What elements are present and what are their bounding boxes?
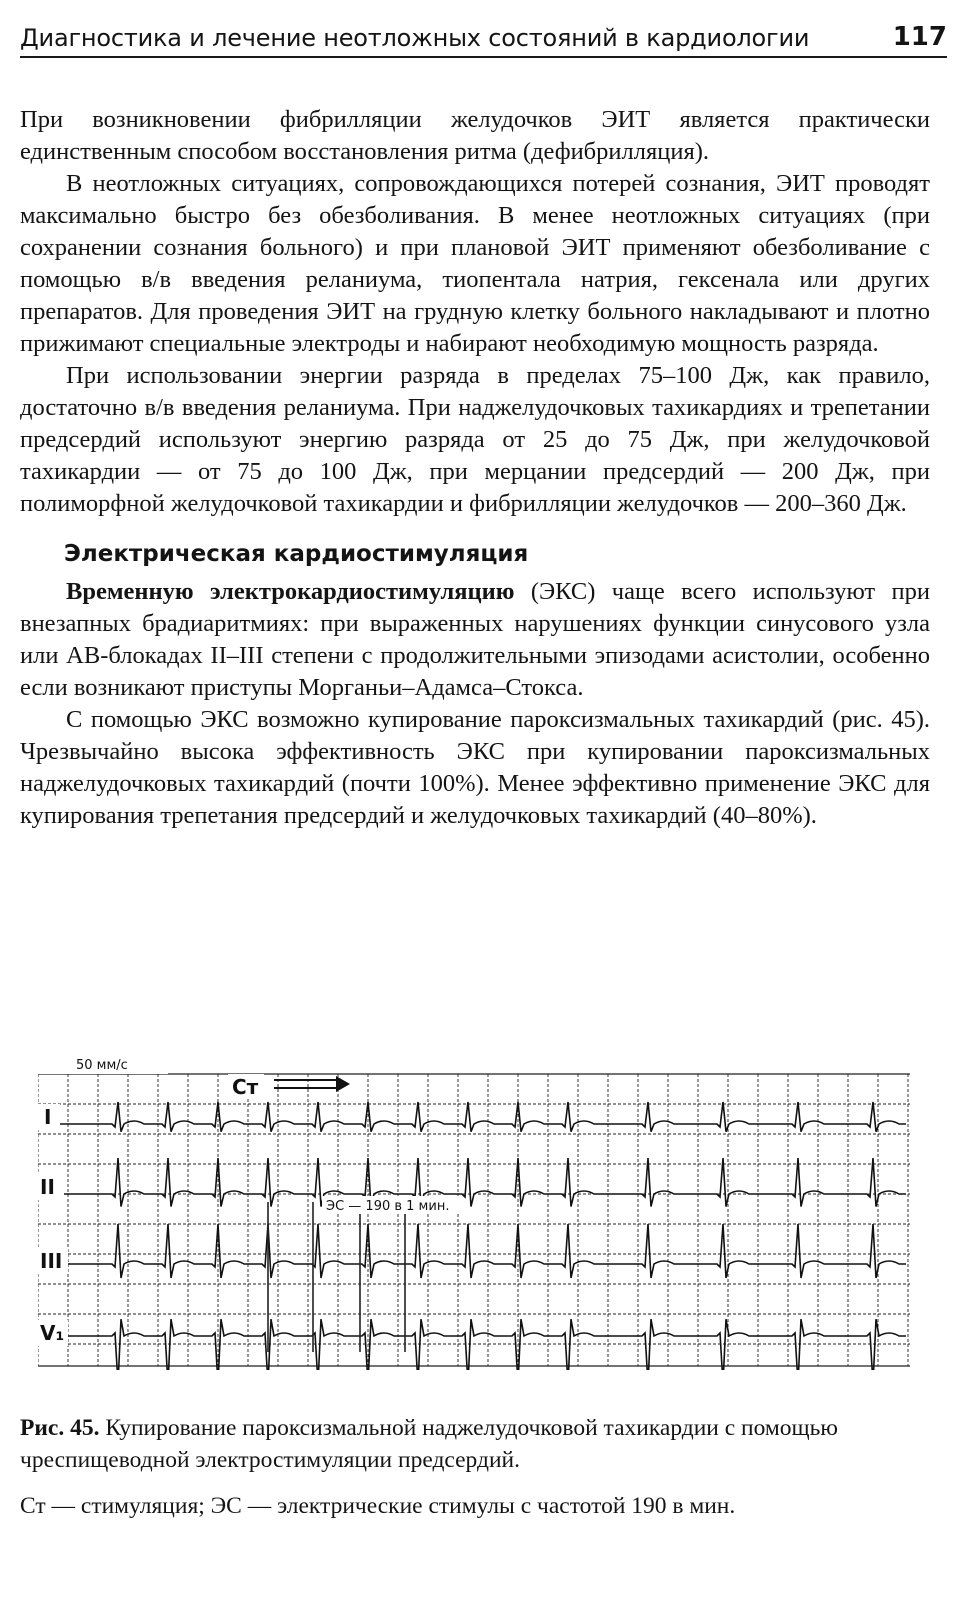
paragraph-5: С помощью ЭКС возможно купирование пароксизмальных тахикардий (рис. 45). Чрезвычайно высока эффективность ЭКС при купировании пароксизмальных наджелудочковых тахикардий (почти 100%). Менее эффективно применение ЭКС для купирования трепетания предсердий и желудочковых тахикардий (40–80%).	[20, 706, 930, 829]
stim-arrow-head	[336, 1076, 350, 1092]
lead-label-II: II	[40, 1175, 55, 1199]
paragraph-4	[20, 576, 930, 704]
figure-legend: Ст — стимуляция; ЭС — электрические стимулы с частотой 190 в мин.	[20, 1493, 736, 1519]
paragraph-3: При использовании энергии разряда в пределах 75–100 Дж, как правило, достаточно в/в введения реланиума. При наджелудочковых тахикардиях и трепетании предсердий используют энергию разряда от 25 до 75 Дж, при желудочковой тахикардии — от 75 до 100 Дж, при мерцании предсердий — 200 Дж, при полиморфной желудочковой тахикардии и фибрилляции желудочков — 200–360 Дж.	[20, 362, 930, 517]
ecg-trace-lead-I	[58, 1102, 906, 1132]
stim-label: Ст	[232, 1075, 259, 1099]
es-label: ЭС — 190 в 1 мин.	[326, 1199, 450, 1214]
lead-label-V1: V₁	[40, 1321, 65, 1345]
ecg-strip	[38, 1052, 910, 1370]
caption-text	[20, 1412, 950, 1476]
ecg-traces	[58, 1102, 906, 1370]
paragraph-2: В неотложных ситуациях, сопровождающихся потерей сознания, ЭИТ проводят максимально быстро без обезболивания. В менее неотложных ситуациях (при сохранении сознания больного) и при плановой ЭИТ применяют обезболивание с помощью в/в введения реланиума, тиопентала натрия, гексенала или других препаратов. Для проведения ЭИТ на грудную клетку больного накладывают и плотно прижимают специальные электроды и набирают необходимую мощность разряда.	[20, 170, 930, 357]
ecg-trace-lead-II	[58, 1158, 906, 1207]
paragraph-1: При возникновении фибрилляции желудочков ЭИТ является практически единственным способом восстановления ритма (дефибрилляция).	[20, 106, 930, 165]
ecg-trace-lead-III	[58, 1224, 906, 1278]
caption-description: Купирование пароксизмальной наджелудочковой тахикардии с помощью чреспищеводной электростимуляции предсердий.	[20, 1415, 838, 1473]
ecg-figure	[38, 1052, 910, 1370]
running-head-title: Диагностика и лечение неотложных состояний в кардиологии	[20, 24, 810, 52]
figure-caption	[20, 1412, 950, 1522]
lead-label-III: III	[40, 1249, 63, 1273]
paragraph-4-term: Временную электрокардиостимуляцию	[66, 578, 515, 605]
ecg-trace-lead-V1	[58, 1319, 906, 1370]
lead-label-I: I	[44, 1105, 52, 1129]
section-heading: Электрическая кардиостимуляция	[64, 541, 529, 567]
speed-label: 50 мм/с	[76, 1058, 128, 1073]
figure-number: Рис. 45.	[20, 1415, 100, 1441]
body-text	[20, 104, 930, 832]
paragraph-4-text: (ЭКС) чаще всего используют при внезапных брадиаритмиях: при выраженных нарушениях функции синусового узла или АВ-блокадах II–III степени с продолжительными эпизодами асистолии, особенно если возникают приступы Морганьи–Адамса–Стокса.	[20, 578, 930, 701]
running-head	[20, 22, 947, 58]
page-number: 117	[892, 22, 947, 52]
